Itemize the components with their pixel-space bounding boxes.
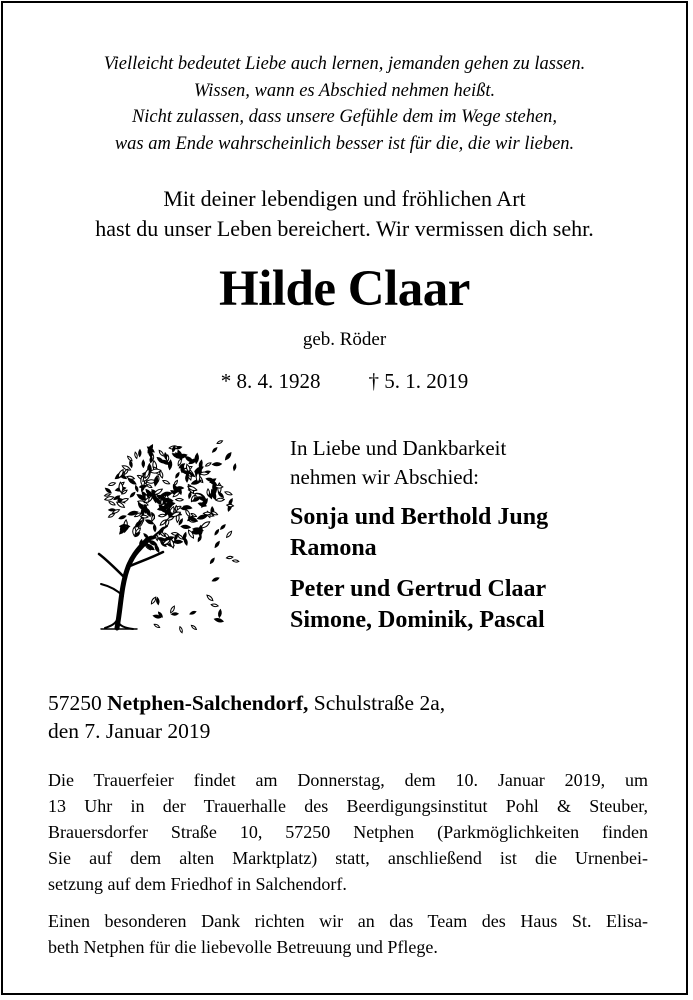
leaf-shape (216, 498, 225, 502)
leaf-shape (232, 560, 238, 563)
leaf-shape (200, 520, 211, 529)
leaf-shape (171, 613, 178, 616)
thanks-line: beth Netphen für die liebevolle Betreuung und Pflege. (48, 937, 438, 957)
leaf-shape (214, 529, 219, 535)
leaf-shape (154, 544, 160, 553)
family-line: Sonja und Berthold Jung (290, 504, 549, 530)
leaf-shape (156, 597, 159, 604)
leaf-shape (206, 594, 214, 602)
death-date: † 5. 1. 2019 (368, 369, 469, 393)
thanks-notice (48, 908, 648, 960)
tree-foliage (104, 440, 239, 633)
tree-trunk (99, 526, 167, 629)
farewell-line: In Liebe und Dankbarkeit (290, 436, 507, 460)
leaf-shape (233, 464, 236, 471)
leaf-shape (214, 541, 220, 548)
leaf-shape (188, 492, 192, 499)
tribute-line: hast du unser Leben bereichert. Wir vermissen dich sehr. (95, 216, 594, 241)
notice-line: setzung auf dem Friedhof in Salchendorf. (48, 874, 347, 894)
leaf-shape (228, 498, 233, 505)
leaf-shape (129, 460, 133, 467)
leaf-shape (190, 611, 197, 615)
farewell-text (290, 434, 506, 492)
leaf-shape (184, 538, 189, 546)
leaf-shape (138, 450, 141, 457)
leaf-shape (212, 577, 220, 582)
funeral-notice (48, 767, 648, 897)
leaf-shape (119, 515, 127, 520)
notice-line: Sie auf dem alten Marktplatz) statt, anschließend ist die Urnenbei- (48, 848, 648, 868)
family-line: Simone, Dominik, Pascal (290, 607, 545, 633)
mourning-address (48, 689, 445, 745)
leaf-shape (225, 530, 232, 538)
leaf-shape (215, 485, 223, 488)
leaf-shape (211, 603, 218, 607)
postal-code: 57250 (48, 691, 102, 715)
leaf-shape (135, 485, 139, 492)
leaf-shape (214, 618, 223, 623)
leaf-shape (217, 491, 224, 498)
leaf-shape (226, 556, 233, 559)
leaf-shape (224, 452, 232, 461)
leaf-shape (194, 453, 199, 463)
leaf-shape (179, 626, 183, 633)
thanks-line: Einen besonderen Dank richten wir an das Team des Haus St. Elisa- (48, 911, 648, 931)
leaf-shape (150, 456, 153, 463)
poem-line: Wissen, wann es Abschied nehmen heißt. (193, 80, 496, 101)
leaf-shape (181, 525, 191, 529)
leaf-shape (205, 462, 212, 467)
town: Netphen-Salchendorf, (107, 691, 309, 715)
leaf-shape (210, 558, 216, 564)
leaf-shape (120, 497, 129, 503)
leaf-shape (200, 472, 209, 475)
leaf-shape (173, 540, 182, 543)
leaf-shape (181, 507, 188, 510)
leaf-shape (146, 484, 152, 489)
tree-icon (75, 428, 245, 640)
notice-date: den 7. Januar 2019 (48, 719, 211, 743)
poem-line: Nicht zulassen, dass unsere Gefühle dem im Wege stehen, (131, 107, 558, 127)
leaf-shape (108, 501, 115, 506)
poem-line: was am Ende wahrscheinlich besser ist für die, die wir lieben. (114, 133, 575, 154)
leaf-shape (207, 489, 210, 496)
family-line: Peter und Gertrud Claar (290, 576, 547, 602)
obituary-notice (1, 1, 688, 995)
leaf-shape (176, 498, 184, 501)
leaf-shape (191, 624, 198, 630)
leaf-shape (220, 524, 226, 530)
notice-line: 13 Uhr in der Trauerhalle des Beerdigungsinstitut Pohl & Steuber, (48, 796, 648, 816)
leaf-shape (158, 514, 166, 517)
leaf-shape (153, 476, 158, 486)
street: Schulstraße 2a, (313, 691, 446, 715)
farewell-line: nehmen wir Abschied: (290, 465, 479, 489)
leaf-shape (212, 462, 221, 466)
leaf-shape (108, 482, 116, 486)
leaf-shape (134, 452, 138, 459)
family-line: Ramona (290, 535, 377, 561)
birth-name: geb. Röder (302, 329, 387, 350)
leaf-shape (217, 440, 223, 445)
deceased-name: Hilde Claar (219, 261, 470, 317)
leaf-shape (142, 460, 145, 467)
leaf-shape (183, 471, 191, 474)
leaf-shape (203, 512, 211, 515)
leaf-shape (166, 455, 169, 462)
family-group-jung (290, 502, 548, 564)
birth-date: * 8. 4. 1928 (220, 369, 321, 393)
tribute-line: Mit deiner lebendigen und fröhlichen Art (163, 186, 526, 211)
leaf-shape (218, 609, 222, 617)
leaf-shape (175, 472, 180, 478)
leaf-shape (166, 516, 174, 521)
notice-line: Brauersdorfer Straße 10, 57250 Netphen (Parkmöglichkeiten finden (48, 822, 648, 842)
poem (3, 51, 686, 157)
leaf-shape (105, 487, 112, 494)
leaf-shape (212, 447, 218, 453)
leaf-shape (224, 491, 232, 496)
leaf-shape (153, 524, 156, 531)
leaf-shape (162, 479, 170, 484)
family-group-claar (290, 574, 546, 636)
leaf-shape (158, 450, 164, 457)
life-dates (3, 367, 686, 395)
tribute (3, 184, 686, 244)
leaf-shape (197, 535, 202, 542)
leaf-shape (154, 623, 161, 628)
leaf-shape (169, 605, 175, 613)
leaf-shape (150, 596, 157, 604)
poem-line: Vielleicht bedeutet Liebe auch lernen, jemanden gehen zu lassen. (103, 54, 586, 74)
leaf-shape (129, 492, 135, 498)
leaf-shape (109, 509, 116, 511)
leaf-shape (175, 506, 177, 512)
notice-line: Die Trauerfeier findet am Donnerstag, dem 10. Januar 2019, um (48, 770, 648, 790)
